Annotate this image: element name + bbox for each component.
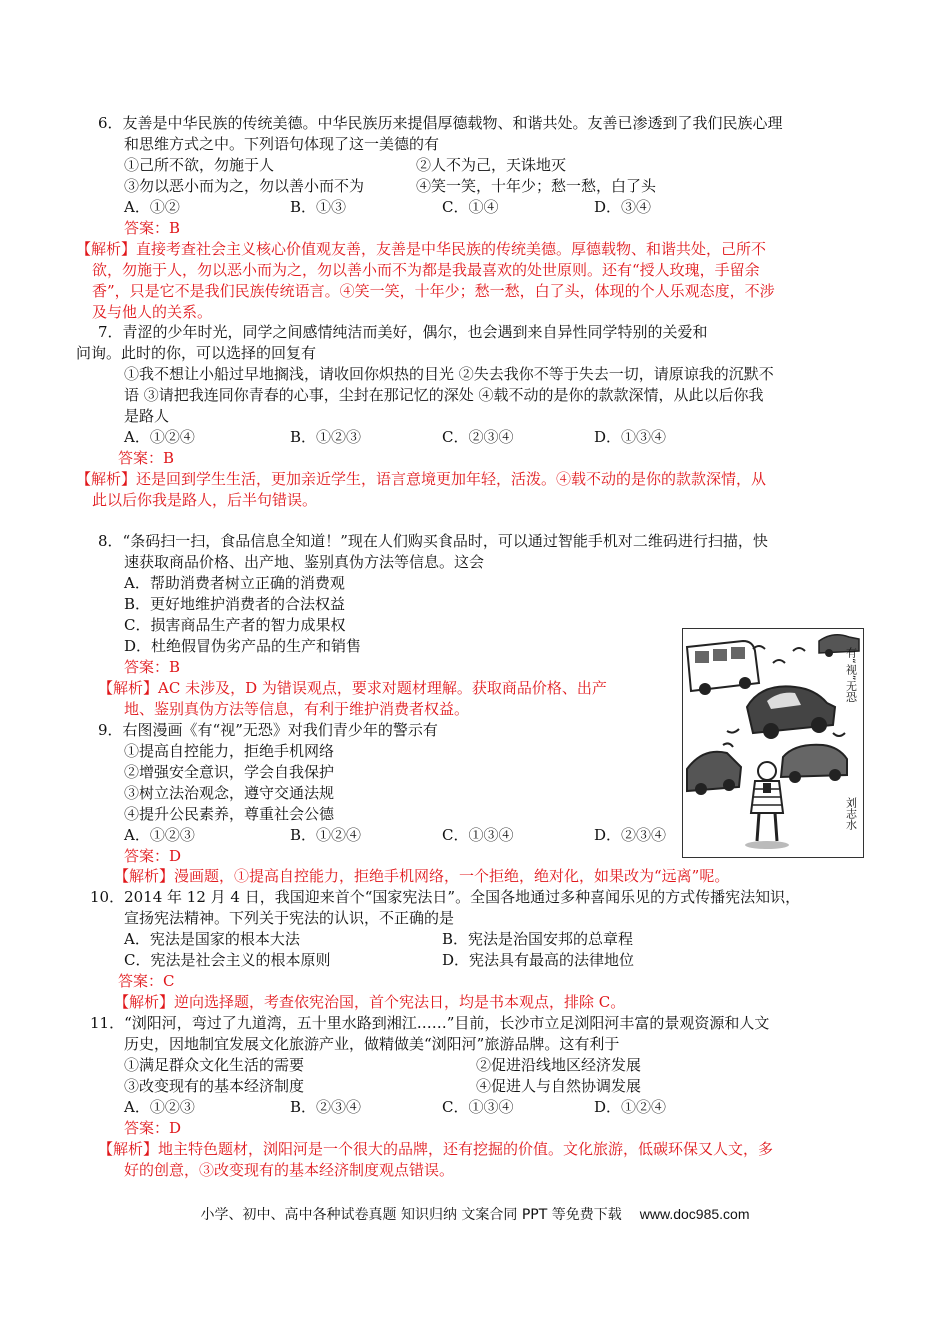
q11-statement-2: ②促进沿线地区经济发展: [476, 1056, 642, 1074]
q7-option-d: D．①③④: [594, 428, 667, 446]
q11-stem-line2: 历史，因地制宜发展文化旅游产业，做精做美“浏阳河”旅游品牌。这有利于: [124, 1035, 620, 1053]
q8-option-a: A．帮助消费者树立正确的消费观: [124, 574, 345, 592]
q8-explanation-line2: 地、鉴别真伪方法等信息，有利于维护消费者权益。: [124, 700, 470, 718]
q9-option-a: A．①②③: [124, 826, 195, 844]
q6-explanation-line3: 香”，只是它不是我们民族传统语言。④笑一笑，十年少；愁一愁，白了头，体现的个人乐观态度，不涉: [92, 282, 775, 300]
q11-answer: 答案：D: [124, 1119, 182, 1137]
q11-statement-3: ③改变现有的基本经济制度: [124, 1077, 305, 1095]
q7-statements-line1: ①我不想让小船过早地搁浅，请收回你炽热的目光 ②失去我你不等于失去一切，请原谅我的沉默不: [124, 365, 774, 383]
q7-statements-line2: 语 ③请把我连同你青春的心事，尘封在那记忆的深处 ④载不动的是你的款款深情，从此以后你我: [124, 386, 764, 404]
footer-url[interactable]: www.doc985.com: [639, 1206, 750, 1222]
q11-statement-4: ④促进人与自然协调发展: [476, 1077, 642, 1095]
q6-stem-line1: 6．友善是中华民族的传统美德。中华民族历来提倡厚德载物、和谐共处。友善已渗透到了我们民族心理: [98, 114, 783, 132]
q9-explanation: 【解析】漫画题，①提高自控能力，拒绝手机网络，一个拒绝，绝对化，如果改为“远离”呢。: [114, 867, 730, 885]
page-footer: [0, 1204, 950, 1224]
q9-statement-3: ③树立法治观念，遵守交通法规: [124, 784, 335, 802]
q7-explanation-line2: 此以后你我是路人，后半句错误。: [92, 491, 318, 509]
q11-explanation-line1: 【解析】地主特色题材，浏阳河是一个很大的品牌，还有挖掘的价值。文化旅游，低碳环保又人文，多: [98, 1140, 774, 1158]
q10-option-c: C．宪法是社会主义的根本原则: [124, 951, 331, 969]
q8-option-d: D．杜绝假冒伪劣产品的生产和销售: [124, 637, 362, 655]
q7-option-c: C．②③④: [442, 428, 514, 446]
q7-option-b: B．①②③: [290, 428, 362, 446]
cartoon-title: 有“视”无恐: [844, 647, 858, 703]
q10-option-a: A．宪法是国家的根本大法: [124, 930, 300, 948]
q9-statement-2: ②增强安全意识，学会自我保护: [124, 763, 335, 781]
q7-answer: 答案：B: [118, 449, 175, 467]
cartoon-drawing: [683, 629, 863, 857]
q7-statements-line3: 是路人: [124, 407, 170, 425]
q9-stem: 9．右图漫画《有“视”无恐》对我们青少年的警示有: [98, 721, 438, 739]
q6-explanation-line4: 及与他人的关系。: [92, 303, 213, 321]
footer-text: 小学、初中、高中各种试卷真题 知识归纳 文案合同 PPT 等免费下载: [200, 1207, 622, 1223]
q10-answer: 答案：C: [118, 972, 175, 990]
q11-option-b: B．②③④: [290, 1098, 362, 1116]
q10-option-d: D．宪法具有最高的法律地位: [442, 951, 635, 969]
q11-statement-1: ①满足群众文化生活的需要: [124, 1056, 305, 1074]
q11-option-a: A．①②③: [124, 1098, 195, 1116]
q8-stem-line1: 8．“条码扫一扫，食品信息全知道！”现在人们购买食品时，可以通过智能手机对二维码进行扫描，快: [98, 532, 768, 550]
q6-option-d: D．③④: [594, 198, 652, 216]
q8-stem-line2: 速获取商品价格、出产地、鉴别真伪方法等信息。这会: [124, 553, 485, 571]
q6-option-c: C．①④: [442, 198, 499, 216]
q11-explanation-line2: 好的创意，③改变现有的基本经济制度观点错误。: [124, 1161, 455, 1179]
q9-option-b: B．①②④: [290, 826, 362, 844]
q6-option-b: B．①③: [290, 198, 347, 216]
q7-stem-line1: 7．青涩的少年时光，同学之间感情纯洁而美好，偶尔，也会遇到来自异性同学特别的关爱和: [98, 323, 708, 341]
q9-option-d: D．②③④: [594, 826, 667, 844]
q10-explanation: 【解析】逆向选择题，考查依宪治国，首个宪法日，均是书本观点，排除 C。: [114, 993, 626, 1011]
q9-answer: 答案：D: [124, 847, 182, 865]
q6-statement-1: ①己所不欲，勿施于人: [124, 156, 275, 174]
q6-statement-2: ②人不为己，天诛地灭: [416, 156, 567, 174]
q9-option-c: C．①③④: [442, 826, 514, 844]
q7-option-a: A．①②④: [124, 428, 195, 446]
q6-answer: 答案：B: [124, 219, 181, 237]
q8-option-c: C．损害商品生产者的智力成果权: [124, 616, 346, 634]
q6-statement-4: ④笑一笑，十年少；愁一愁，白了头: [416, 177, 657, 195]
q6-option-a: A．①②: [124, 198, 180, 216]
q11-stem-line1: 11．“浏阳河，弯过了九道湾，五十里水路到湘江……”目前，长沙市立足浏阳河丰富的景观资源和人文: [90, 1014, 770, 1032]
q6-explanation-line1: 【解析】直接考查社会主义核心价值观友善，友善是中华民族的传统美德。厚德载物、和谐共处，己所不: [76, 240, 767, 258]
q10-stem-line2: 宣扬宪法精神。下列关于宪法的认识，不正确的是: [124, 909, 455, 927]
q10-stem-line1: 10．2014 年 12 月 4 日，我国迎来首个“国家宪法日”。全国各地通过多种喜闻乐见的方式传播宪法知识，: [90, 888, 801, 906]
q7-stem-line2: 问询。此时的你，可以选择的回复有: [76, 344, 317, 362]
q8-explanation-line1: 【解析】AC 未涉及，D 为错误观点，要求对题材理解。获取商品价格、出产: [98, 679, 607, 697]
q9-statement-4: ④提升公民素养，尊重社会公德: [124, 805, 335, 823]
q11-option-c: C．①③④: [442, 1098, 514, 1116]
q8-answer: 答案：B: [124, 658, 181, 676]
q8-option-b: B．更好地维护消费者的合法权益: [124, 595, 346, 613]
q9-statement-1: ①提高自控能力，拒绝手机网络: [124, 742, 335, 760]
q6-explanation-line2: 欲，勿施于人，勿以恶小而为之，勿以善小而不为都是我最喜欢的处世原则。还有“授人玫瑰，手留余: [92, 261, 760, 279]
q11-option-d: D．①②④: [594, 1098, 667, 1116]
cartoon-image: [682, 628, 864, 858]
q10-option-b: B．宪法是治国安邦的总章程: [442, 930, 634, 948]
q6-stem-line2: 和思维方式之中。下列语句体现了这一美德的有: [124, 135, 440, 153]
q6-statement-3: ③勿以恶小而为之，勿以善小而不为: [124, 177, 365, 195]
q7-explanation-line1: 【解析】还是回到学生生活，更加亲近学生，语言意境更加年轻，活泼。④载不动的是你的款款深情，从: [76, 470, 767, 488]
cartoon-author: 刘志水: [844, 797, 858, 830]
